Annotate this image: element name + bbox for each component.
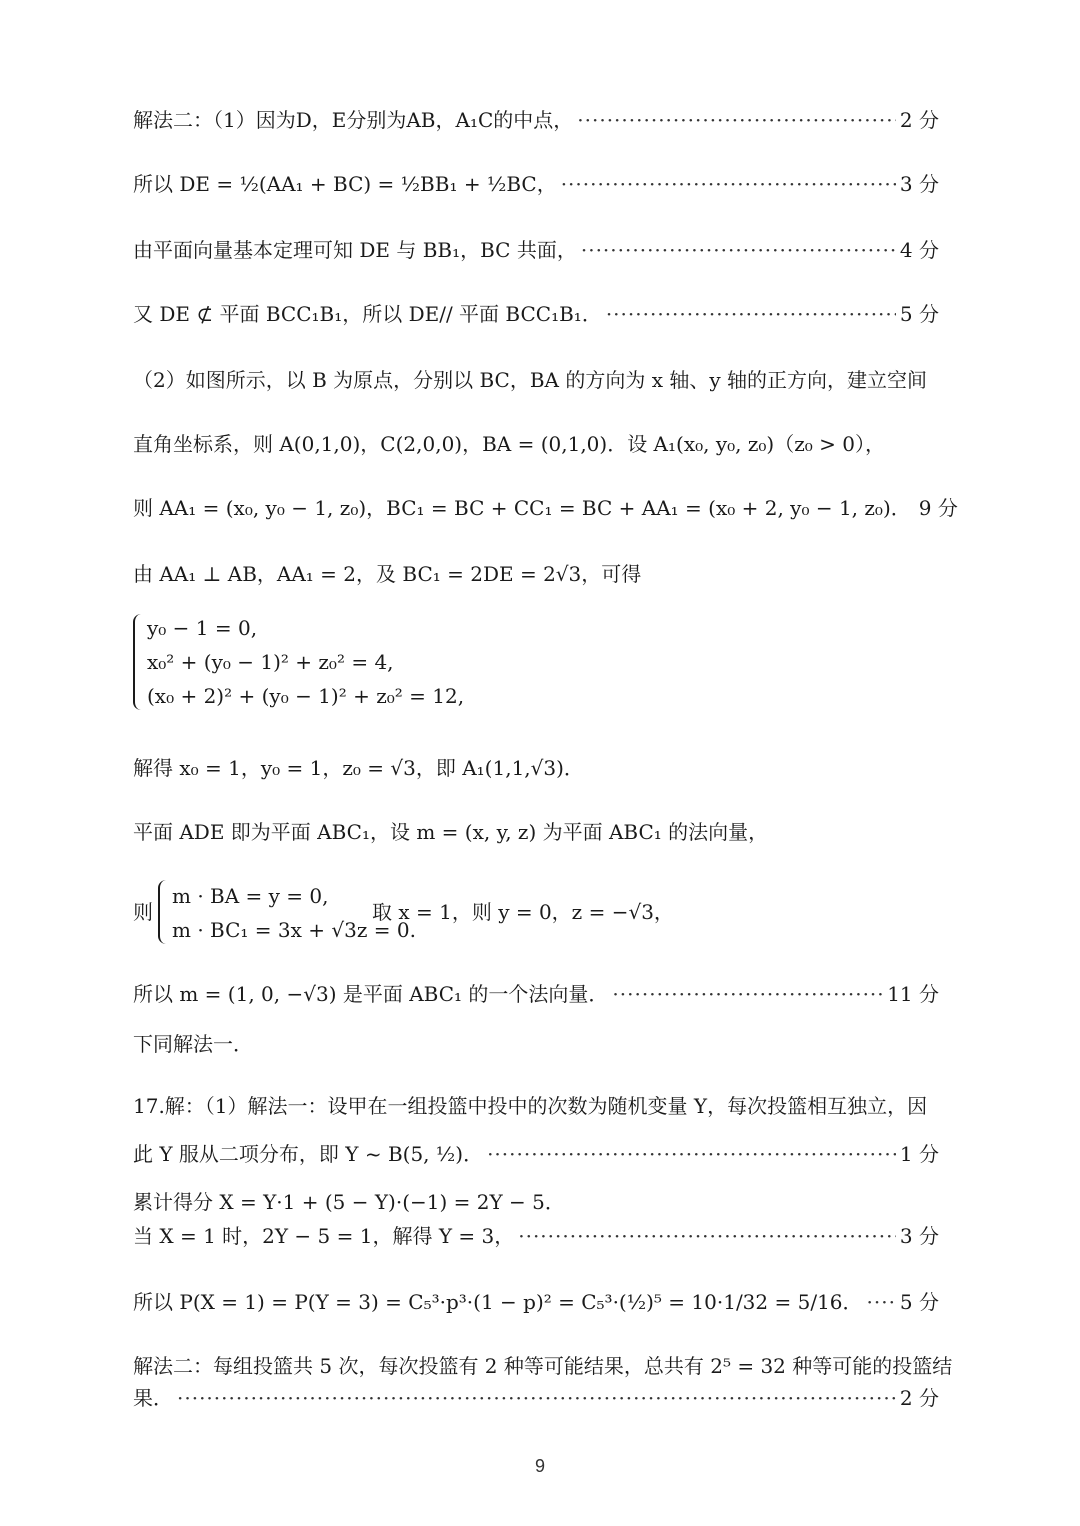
score-mark: 9 分 xyxy=(918,496,958,520)
part2-line-3 xyxy=(133,494,958,522)
q17-line-2 xyxy=(133,1140,939,1168)
line-text: 所以 P(X = 1) = P(Y = 3) = C₅³·p³·(1 − p)² = C₅³·(½)⁵ = 10·1/32 = 5/16． xyxy=(133,1290,863,1314)
dot-leader xyxy=(177,1384,896,1412)
q17-method2-line-1: 解法二：每组投篮共 5 次，每次投篮有 2 种等可能结果，总共有 2⁵ = 32 种等可能的投篮结 xyxy=(133,1354,953,1378)
dot-leader xyxy=(487,1140,896,1168)
equation-row: m · BC₁ = 3x + √3z = 0. xyxy=(172,918,416,942)
solution2-line-1 xyxy=(133,106,939,134)
part2-line-1: （2）如图所示，以 B 为原点，分别以 BC，BA 的方向为 x 轴、y 轴的正方向，建立空间 xyxy=(133,368,928,392)
score-mark: 4 分 xyxy=(899,238,939,262)
score-mark: 1 分 xyxy=(899,1142,939,1166)
part2-line-2: 直角坐标系，则 A(0,1,0)，C(2,0,0)，BA = (0,1,0)．设 A₁(x₀, y₀, z₀)（z₀ > 0）， xyxy=(133,432,885,456)
line-text: 当 X = 1 时，2Y − 5 = 1，解得 Y = 3， xyxy=(133,1224,515,1248)
equation-system-1 xyxy=(133,614,533,712)
score-mark: 3 分 xyxy=(899,1224,939,1248)
dot-leader xyxy=(577,106,896,134)
dot-leader xyxy=(606,300,896,328)
solution2-line-3 xyxy=(133,236,939,264)
equation-row: y₀ − 1 = 0, xyxy=(147,616,258,640)
q17-line-3: 累计得分 X = Y·1 + (5 − Y)·(−1) = 2Y − 5． xyxy=(133,1190,565,1214)
line-text: 所以 m = (1, 0, −√3) 是平面 ABC₁ 的一个法向量． xyxy=(133,982,609,1006)
score-mark: 5 分 xyxy=(899,302,939,326)
equation-row: (x₀ + 2)² + (y₀ − 1)² + z₀² = 12, xyxy=(147,684,465,708)
score-mark: 2 分 xyxy=(899,1386,939,1410)
page-number: 9 xyxy=(534,1456,545,1476)
same-as-method1-line: 下同解法一． xyxy=(133,1032,253,1056)
line-prefix: 则 xyxy=(133,900,153,924)
normal-vector-result-line xyxy=(133,980,939,1008)
line-text: 则 AA₁ = (x₀, y₀ − 1, z₀)，BC₁ = BC + CC₁ = BC + AA₁ = (x₀ + 2, y₀ − 1, z₀)． xyxy=(133,496,911,520)
left-brace xyxy=(133,614,147,710)
solution-values-line: 解得 x₀ = 1，y₀ = 1，z₀ = √3，即 A₁(1,1,√3)． xyxy=(133,756,584,780)
score-mark: 2 分 xyxy=(899,108,939,132)
left-brace xyxy=(158,880,172,944)
score-mark: 3 分 xyxy=(899,172,939,196)
line-text: 又 DE ⊄ 平面 BCC₁B₁，所以 DE// 平面 BCC₁B₁． xyxy=(133,302,602,326)
q17-line-1: 17.解：（1）解法一：设甲在一组投篮中投中的次数为随机变量 Y，每次投篮相互独立，因 xyxy=(133,1094,928,1118)
line-text: 果． xyxy=(133,1386,173,1410)
score-mark: 5 分 xyxy=(899,1290,939,1314)
line-text: 解法二：（1）因为D，E分别为AB，A₁C的中点， xyxy=(133,108,574,132)
equation-row: x₀² + (y₀ − 1)² + z₀² = 4, xyxy=(147,650,394,674)
line-text: 此 Y 服从二项分布，即 Y ~ B(5, ½)． xyxy=(133,1142,484,1166)
part2-line-4: 由 AA₁ ⊥ AB，AA₁ = 2，及 BC₁ = 2DE = 2√3，可得 xyxy=(133,562,642,586)
equation-row: m · BA = y = 0, xyxy=(172,884,329,908)
dot-leader xyxy=(561,170,896,198)
dot-leader xyxy=(612,980,883,1008)
take-values-line: 取 x = 1，则 y = 0，z = −√3， xyxy=(372,900,674,924)
q17-line-4 xyxy=(133,1222,939,1250)
dot-leader xyxy=(867,1288,896,1316)
line-text: 所以 DE = ½(AA₁ + BC) = ½BB₁ + ½BC， xyxy=(133,172,557,196)
normal-vector-line: 平面 ADE 即为平面 ABC₁，设 m = (x, y, z) 为平面 ABC₁ 的法向量， xyxy=(133,820,769,844)
score-mark: 11 分 xyxy=(887,982,939,1006)
q17-line-5 xyxy=(133,1288,939,1316)
dot-leader xyxy=(518,1222,896,1250)
dot-leader xyxy=(581,236,896,264)
q17-method2-line-2 xyxy=(133,1384,939,1412)
equation-system-2 xyxy=(158,880,416,946)
solution2-line-4 xyxy=(133,300,939,328)
solution2-line-2 xyxy=(133,170,939,198)
line-text: 由平面向量基本定理可知 DE 与 BB₁，BC 共面， xyxy=(133,238,577,262)
